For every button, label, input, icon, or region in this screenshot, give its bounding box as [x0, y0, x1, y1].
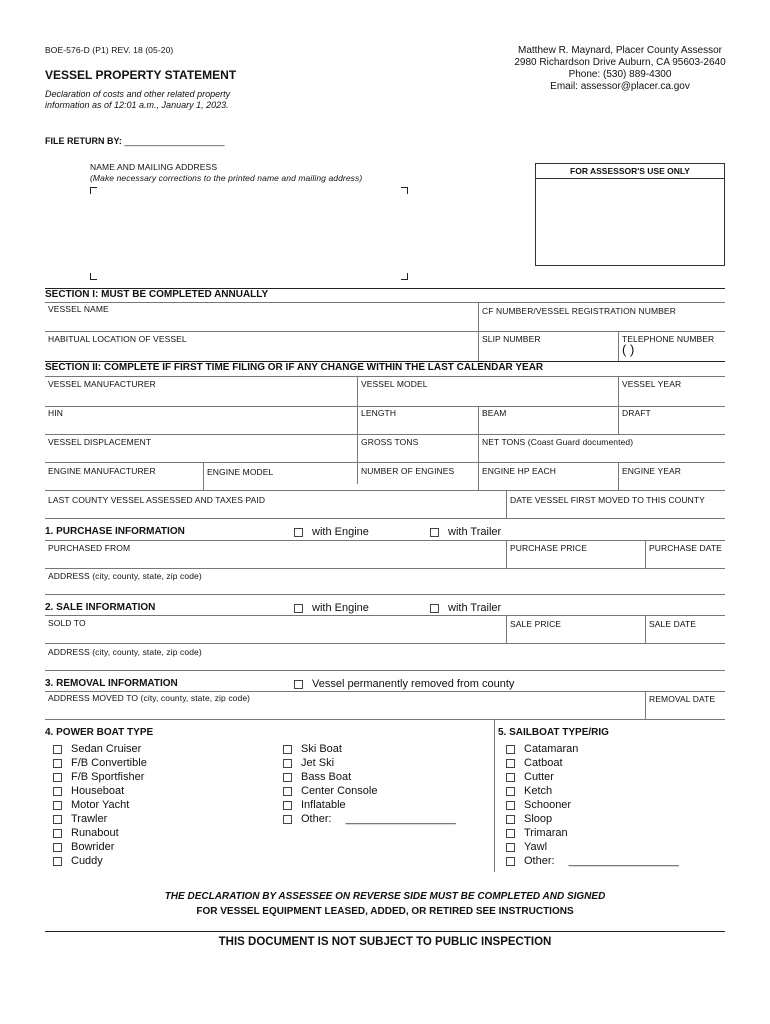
option-label: Sloop — [524, 813, 553, 825]
sold-to-label: SOLD TO — [48, 618, 86, 628]
option-label: Houseboat — [71, 785, 125, 797]
assessor-name: Matthew R. Maynard, Placer County Assessor — [518, 45, 722, 56]
option-label: Catamaran — [524, 743, 579, 755]
power-boat-option[interactable] — [53, 770, 144, 784]
subtitle-line-2: information as of 12:01 a.m., January 1, 2023. — [45, 100, 229, 110]
sailboat-other-field[interactable]: __________________ — [568, 855, 679, 867]
divider — [618, 462, 619, 490]
sale-with-engine-checkbox[interactable] — [294, 604, 303, 613]
checkbox[interactable] — [53, 759, 62, 768]
option-label: Trawler — [71, 813, 108, 825]
sale-address-label: ADDRESS (city, county, state, zip code) — [48, 647, 202, 657]
row-line — [45, 406, 725, 407]
divider — [494, 719, 495, 872]
divider — [478, 302, 479, 362]
checkbox[interactable] — [53, 745, 62, 754]
checkbox[interactable] — [506, 759, 515, 768]
power-boat-option[interactable] — [53, 812, 107, 826]
sailboat-option[interactable] — [506, 784, 552, 798]
sale-date-label: SALE DATE — [649, 619, 697, 629]
divider — [645, 691, 646, 719]
purchase-with-engine[interactable] — [294, 525, 369, 539]
address-label: NAME AND MAILING ADDRESS — [90, 162, 218, 172]
public-inspection-notice: THIS DOCUMENT IS NOT SUBJECT TO PUBLIC INSPECTION — [218, 936, 552, 948]
habitual-location-label: HABITUAL LOCATION OF VESSEL — [48, 334, 187, 344]
power-boat-option[interactable] — [53, 798, 129, 812]
mailing-address-field[interactable] — [98, 195, 398, 271]
row-line — [45, 615, 725, 616]
option-label: Yawl — [524, 841, 548, 853]
removal-permanent-checkbox[interactable] — [294, 680, 303, 689]
divider — [618, 331, 619, 362]
purchase-title: 1. PURCHASE INFORMATION — [45, 526, 185, 537]
footer-rule — [45, 931, 725, 932]
checkbox[interactable] — [283, 759, 292, 768]
sailboat-option-other[interactable] — [506, 854, 679, 868]
checkbox[interactable] — [53, 857, 62, 866]
beam-label: BEAM — [482, 408, 507, 418]
sale-price-label: SALE PRICE — [510, 619, 562, 629]
option-label: Sedan Cruiser — [71, 743, 142, 755]
divider — [618, 406, 619, 435]
vessel-year-label: VESSEL YEAR — [622, 379, 682, 389]
purchase-with-engine-label: with Engine — [312, 526, 369, 538]
divider — [478, 406, 479, 490]
length-label: LENGTH — [361, 408, 397, 418]
checkbox[interactable] — [283, 773, 292, 782]
power-boat-option[interactable] — [283, 770, 351, 784]
row-line — [45, 462, 725, 463]
purchase-with-engine-checkbox[interactable] — [294, 528, 303, 537]
checkbox[interactable] — [53, 787, 62, 796]
power-boat-option[interactable] — [283, 784, 377, 798]
checkbox[interactable] — [506, 815, 515, 824]
option-label: Cutter — [524, 771, 554, 783]
option-label: Bass Boat — [301, 771, 352, 783]
divider — [506, 490, 507, 518]
power-boat-option[interactable] — [53, 756, 147, 770]
checkbox[interactable] — [53, 829, 62, 838]
section1-title: SECTION I: MUST BE COMPLETED ANNUALLY — [45, 289, 269, 300]
sailboat-option[interactable] — [506, 840, 547, 854]
divider — [645, 615, 646, 643]
option-label: F/B Sportfisher — [71, 771, 145, 783]
section1-top-line — [45, 302, 725, 303]
power-boat-option[interactable] — [283, 756, 334, 770]
purchase-with-trailer-label: with Trailer — [448, 526, 502, 538]
checkbox[interactable] — [506, 829, 515, 838]
power-boat-option[interactable] — [53, 784, 124, 798]
equipment-notice: FOR VESSEL EQUIPMENT LEASED, ADDED, OR RETIRED SEE INSTRUCTIONS — [196, 906, 574, 917]
purchase-address-label: ADDRESS (city, county, state, zip code) — [48, 571, 202, 581]
divider — [357, 376, 358, 484]
checkbox[interactable] — [506, 787, 515, 796]
power-boat-other-field[interactable]: __________________ — [345, 813, 456, 825]
option-label: Ketch — [524, 785, 553, 797]
row-line — [45, 490, 725, 491]
row-line — [45, 643, 725, 644]
vessel-manufacturer-label: VESSEL MANUFACTURER — [48, 379, 156, 389]
option-label: Motor Yacht — [71, 799, 130, 811]
address-corner-tl — [90, 187, 97, 194]
option-label: Bowrider — [71, 841, 115, 853]
purchased-from-label: PURCHASED FROM — [48, 543, 131, 553]
sailboat-option[interactable] — [506, 798, 571, 812]
row-line — [45, 331, 725, 332]
divider — [645, 540, 646, 568]
telephone-label: TELEPHONE NUMBER — [622, 334, 715, 344]
row-line — [45, 568, 725, 569]
power-boat-title: 4. POWER BOAT TYPE — [45, 727, 154, 738]
checkbox[interactable] — [53, 801, 62, 810]
power-boat-option[interactable] — [53, 826, 119, 840]
address-note: (Make necessary corrections to the printed name and mailing address) — [90, 173, 363, 183]
option-label: Jet Ski — [301, 757, 335, 769]
power-boat-option[interactable] — [283, 798, 346, 812]
displacement-label: VESSEL DISPLACEMENT — [48, 437, 152, 447]
checkbox[interactable] — [506, 773, 515, 782]
section2-top-line — [45, 376, 725, 377]
option-label: Catboat — [524, 757, 563, 769]
checkbox[interactable] — [506, 843, 515, 852]
sailboat-option[interactable] — [506, 756, 563, 770]
sailboat-option[interactable] — [506, 770, 554, 784]
address-corner-bl — [90, 273, 97, 280]
sale-with-trailer-checkbox[interactable] — [430, 604, 439, 613]
divider — [506, 540, 507, 568]
checkbox[interactable] — [506, 857, 515, 866]
row-line — [45, 719, 725, 720]
option-label: Trimaran — [524, 827, 568, 839]
divider — [506, 615, 507, 643]
sailboat-option[interactable] — [506, 812, 552, 826]
gross-tons-label: GROSS TONS — [361, 437, 419, 447]
power-boat-option[interactable] — [53, 840, 114, 854]
address-moved-label: ADDRESS MOVED TO (city, county, state, zip code) — [48, 693, 251, 703]
file-return-label: FILE RETURN BY: — [45, 136, 122, 146]
checkbox[interactable] — [53, 815, 62, 824]
vessel-name-label: VESSEL NAME — [48, 304, 109, 314]
option-label: Runabout — [71, 827, 119, 839]
row-line — [45, 434, 725, 435]
sailboat-option[interactable] — [506, 742, 578, 756]
assessor-address: 2980 Richardson Drive Auburn, CA 95603-2640 — [514, 57, 726, 68]
purchase-with-trailer-checkbox[interactable] — [430, 528, 439, 537]
assessor-contact — [490, 45, 750, 93]
last-county-label: LAST COUNTY VESSEL ASSESSED AND TAXES PAID — [48, 495, 266, 505]
option-label: Inflatable — [301, 799, 346, 811]
row-line — [45, 518, 725, 519]
divider — [618, 376, 619, 407]
purchase-with-trailer[interactable] — [430, 525, 501, 539]
file-return-by — [45, 136, 224, 146]
form-title: VESSEL PROPERTY STATEMENT — [45, 68, 237, 82]
row-line — [45, 594, 725, 595]
sale-with-trailer[interactable] — [430, 601, 501, 615]
assessor-use-label: FOR ASSESSOR'S USE ONLY — [536, 164, 724, 179]
draft-label: DRAFT — [622, 408, 651, 418]
engine-manufacturer-label: ENGINE MANUFACTURER — [48, 466, 156, 476]
sale-with-trailer-label: with Trailer — [448, 602, 502, 614]
option-label: Center Console — [301, 785, 378, 797]
option-label: F/B Convertible — [71, 757, 147, 769]
power-boat-option[interactable] — [53, 854, 103, 868]
checkbox[interactable] — [506, 801, 515, 810]
checkbox[interactable] — [283, 787, 292, 796]
assessor-phone: Phone: (530) 889-4300 — [568, 69, 672, 80]
engine-model-label: ENGINE MODEL — [207, 467, 274, 477]
checkbox[interactable] — [283, 815, 292, 824]
form-id: BOE-576-D (P1) REV. 18 (05-20) — [45, 45, 174, 55]
option-label: Ski Boat — [301, 743, 342, 755]
removal-title: 3. REMOVAL INFORMATION — [45, 678, 178, 689]
file-return-blank[interactable]: ____________________ — [124, 136, 225, 146]
slip-number-label: SLIP NUMBER — [482, 334, 541, 344]
sailboat-option[interactable] — [506, 826, 568, 840]
sale-with-engine-label: with Engine — [312, 602, 369, 614]
sale-title: 2. SALE INFORMATION — [45, 602, 156, 613]
option-label: Schooner — [524, 799, 572, 811]
declaration-notice: THE DECLARATION BY ASSESSEE ON REVERSE SIDE MUST BE COMPLETED AND SIGNED — [164, 891, 606, 902]
date-moved-label: DATE VESSEL FIRST MOVED TO THIS COUNTY — [510, 495, 705, 505]
row-line — [45, 540, 725, 541]
sailboat-title: 5. SAILBOAT TYPE/RIG — [498, 727, 609, 738]
option-label: Cuddy — [71, 855, 103, 867]
net-tons-label: NET TONS (Coast Guard documented) — [482, 437, 634, 447]
cf-number-label: CF NUMBER/VESSEL REGISTRATION NUMBER — [482, 306, 676, 316]
phone-parens[interactable]: ( ) — [622, 342, 635, 357]
divider — [203, 462, 204, 490]
engine-hp-label: ENGINE HP EACH — [482, 466, 556, 476]
checkbox[interactable] — [283, 801, 292, 810]
vessel-model-label: VESSEL MODEL — [361, 379, 428, 389]
sale-with-engine[interactable] — [294, 601, 369, 615]
engine-year-label: ENGINE YEAR — [622, 466, 682, 476]
address-corner-br — [401, 273, 408, 280]
power-boat-option[interactable] — [53, 742, 141, 756]
num-engines-label: NUMBER OF ENGINES — [361, 466, 455, 476]
row-line — [45, 691, 725, 692]
row-line — [45, 670, 725, 671]
assessor-use-box — [535, 163, 725, 266]
removal-permanent[interactable] — [294, 677, 514, 691]
power-boat-option-other[interactable] — [283, 812, 456, 826]
checkbox[interactable] — [53, 843, 62, 852]
address-corner-tr — [401, 187, 408, 194]
subtitle-line-1: Declaration of costs and other related property — [45, 89, 231, 99]
option-label: Other: — [301, 813, 332, 825]
power-boat-option[interactable] — [283, 742, 342, 756]
checkbox[interactable] — [53, 773, 62, 782]
hin-label: HIN — [48, 408, 63, 418]
checkbox[interactable] — [506, 745, 515, 754]
purchase-date-label: PURCHASE DATE — [649, 543, 722, 553]
removal-permanent-label: Vessel permanently removed from county — [312, 678, 515, 690]
removal-date-label: REMOVAL DATE — [649, 694, 716, 704]
assessor-email: Email: assessor@placer.ca.gov — [550, 81, 690, 92]
checkbox[interactable] — [283, 745, 292, 754]
option-label: Other: — [524, 855, 555, 867]
section2-title: SECTION II: COMPLETE IF FIRST TIME FILING OR IF ANY CHANGE WITHIN THE LAST CALENDAR YEAR — [45, 362, 544, 373]
purchase-price-label: PURCHASE PRICE — [510, 543, 587, 553]
